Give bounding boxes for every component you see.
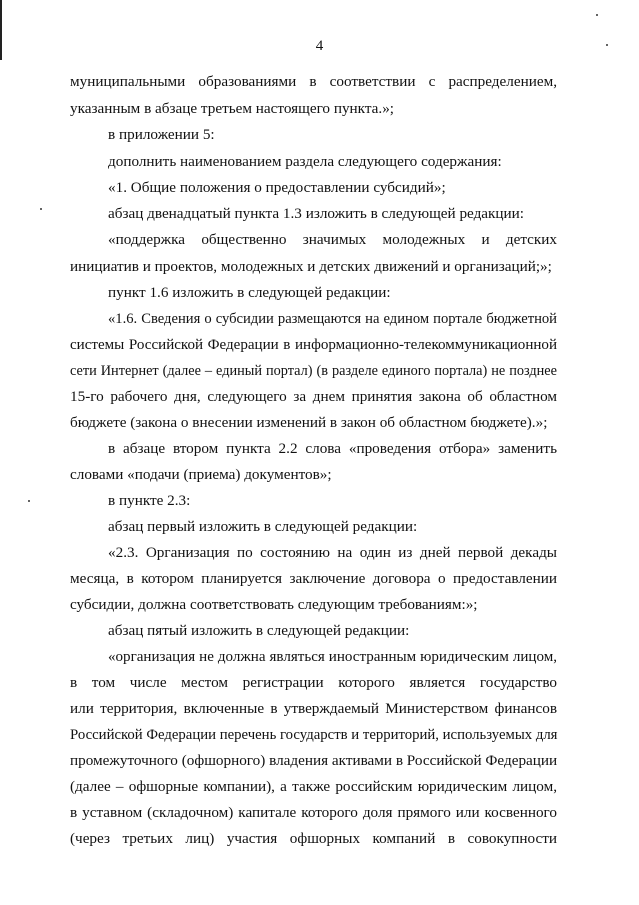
text-line: пункт 1.6 изложить в следующей редакции:	[108, 284, 391, 301]
text-line: «1. Общие положения о предоставлении субсидий»;	[108, 179, 446, 196]
text-line: муниципальными образованиями в соответствии с распределением,	[70, 73, 557, 90]
text-line: Российской Федерации перечень государств и территорий, используемых для	[70, 727, 558, 743]
text-line: субсидии, должна соответствовать следующим требованиям:»;	[70, 596, 478, 613]
text-line: в том числе местом регистрации которого является государство	[70, 674, 557, 691]
text-line: абзац двенадцатый пункта 1.3 изложить в следующей редакции:	[108, 205, 525, 222]
text-line: абзац первый изложить в следующей редакции:	[108, 518, 418, 535]
text-line: в уставном (складочном) капитале которого доля прямого или косвенного	[70, 804, 557, 821]
text-line: в абзаце втором пункта 2.2 слова «проведения отбора» заменить	[108, 440, 557, 457]
text-line: «1.6. Сведения о субсидии размещаются на едином портале бюджетной	[108, 311, 557, 327]
text-line: дополнить наименованием раздела следующего содержания:	[108, 153, 502, 170]
text-line: указанным в абзаце третьем настоящего пункта.»;	[70, 100, 395, 117]
text-line: 15-го рабочего дня, следующего за днем принятия закона об областном	[70, 388, 557, 405]
text-line: абзац пятый изложить в следующей редакции:	[108, 622, 410, 639]
page-number: 4	[315, 38, 324, 54]
text-line: системы Российской Федерации в информационно-телекоммуникационной	[70, 337, 557, 353]
text-line: промежуточного (офшорного) владения активами в Российской Федерации	[70, 752, 558, 769]
text-line: месяца, в котором планируется заключение договора о предоставлении	[70, 570, 557, 587]
text-line: инициатив и проектов, молодежных и детских движений и организаций;»;	[70, 258, 552, 275]
text-line: в приложении 5:	[108, 126, 215, 143]
text-line: «поддержка общественно значимых молодежных и детских	[108, 231, 557, 248]
text-line: в пункте 2.3:	[108, 492, 191, 509]
text-line: сети Интернет (далее – единый портал) (в разделе единого портала) не позднее	[70, 363, 557, 379]
text-line: «2.3. Организация по состоянию на один из дней первой декады	[108, 544, 557, 561]
text-line: (через третьих лиц) участия офшорных компаний в совокупности	[70, 830, 557, 847]
text-line: (далее – офшорные компании), а также российским юридическим лицом,	[70, 778, 557, 795]
text-line: «организация не должна являться иностранным юридическим лицом,	[108, 649, 557, 665]
text-line: или территория, включенные в утверждаемый Министерством финансов	[70, 700, 557, 717]
text-line: словами «подачи (приема) документов»;	[70, 466, 332, 483]
text-line: бюджете (закона о внесении изменений в закон об областном бюджете).»;	[70, 414, 548, 431]
